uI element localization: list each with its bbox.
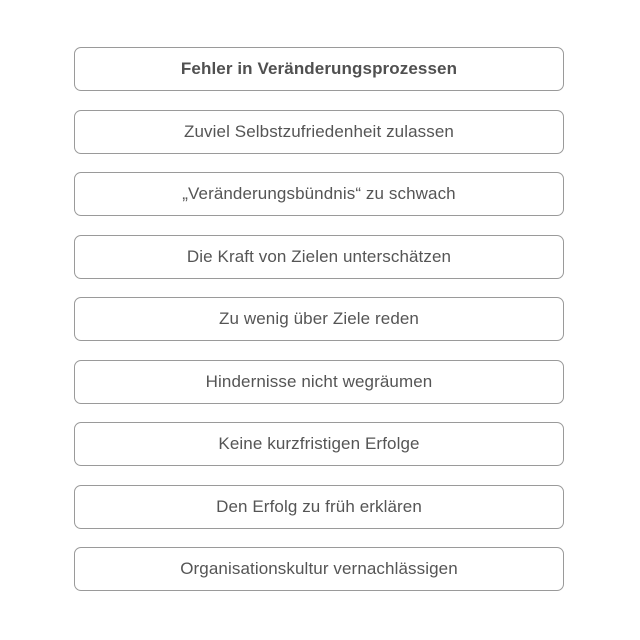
list-item-8 (74, 547, 564, 591)
error-list-diagram (74, 47, 564, 591)
list-item-label: Organisationskultur vernachlässigen (180, 559, 458, 578)
diagram-title-box (74, 47, 564, 91)
list-item-6 (74, 422, 564, 466)
list-item-5 (74, 360, 564, 404)
list-item-label: Die Kraft von Zielen unterschätzen (186, 246, 452, 266)
list-item-label: Den Erfolg zu früh erklären (216, 496, 422, 516)
list-item-2 (74, 172, 564, 216)
list-item-3 (74, 235, 564, 279)
list-item-label: Zuviel Selbstzufriedenheit zulassen (184, 121, 454, 141)
list-item-label: Hindernisse nicht wegräumen (205, 371, 433, 391)
list-item-label: „Veränderungsbündnis“ zu schwach (182, 184, 456, 203)
list-item-1 (74, 110, 564, 154)
list-item-label: Keine kurzfristigen Erfolge (218, 434, 420, 453)
list-item-label: Zu wenig über Ziele reden (218, 309, 419, 328)
list-item-4 (74, 297, 564, 341)
diagram-title: Fehler in Veränderungsprozessen (180, 59, 458, 78)
list-item-7 (74, 485, 564, 529)
